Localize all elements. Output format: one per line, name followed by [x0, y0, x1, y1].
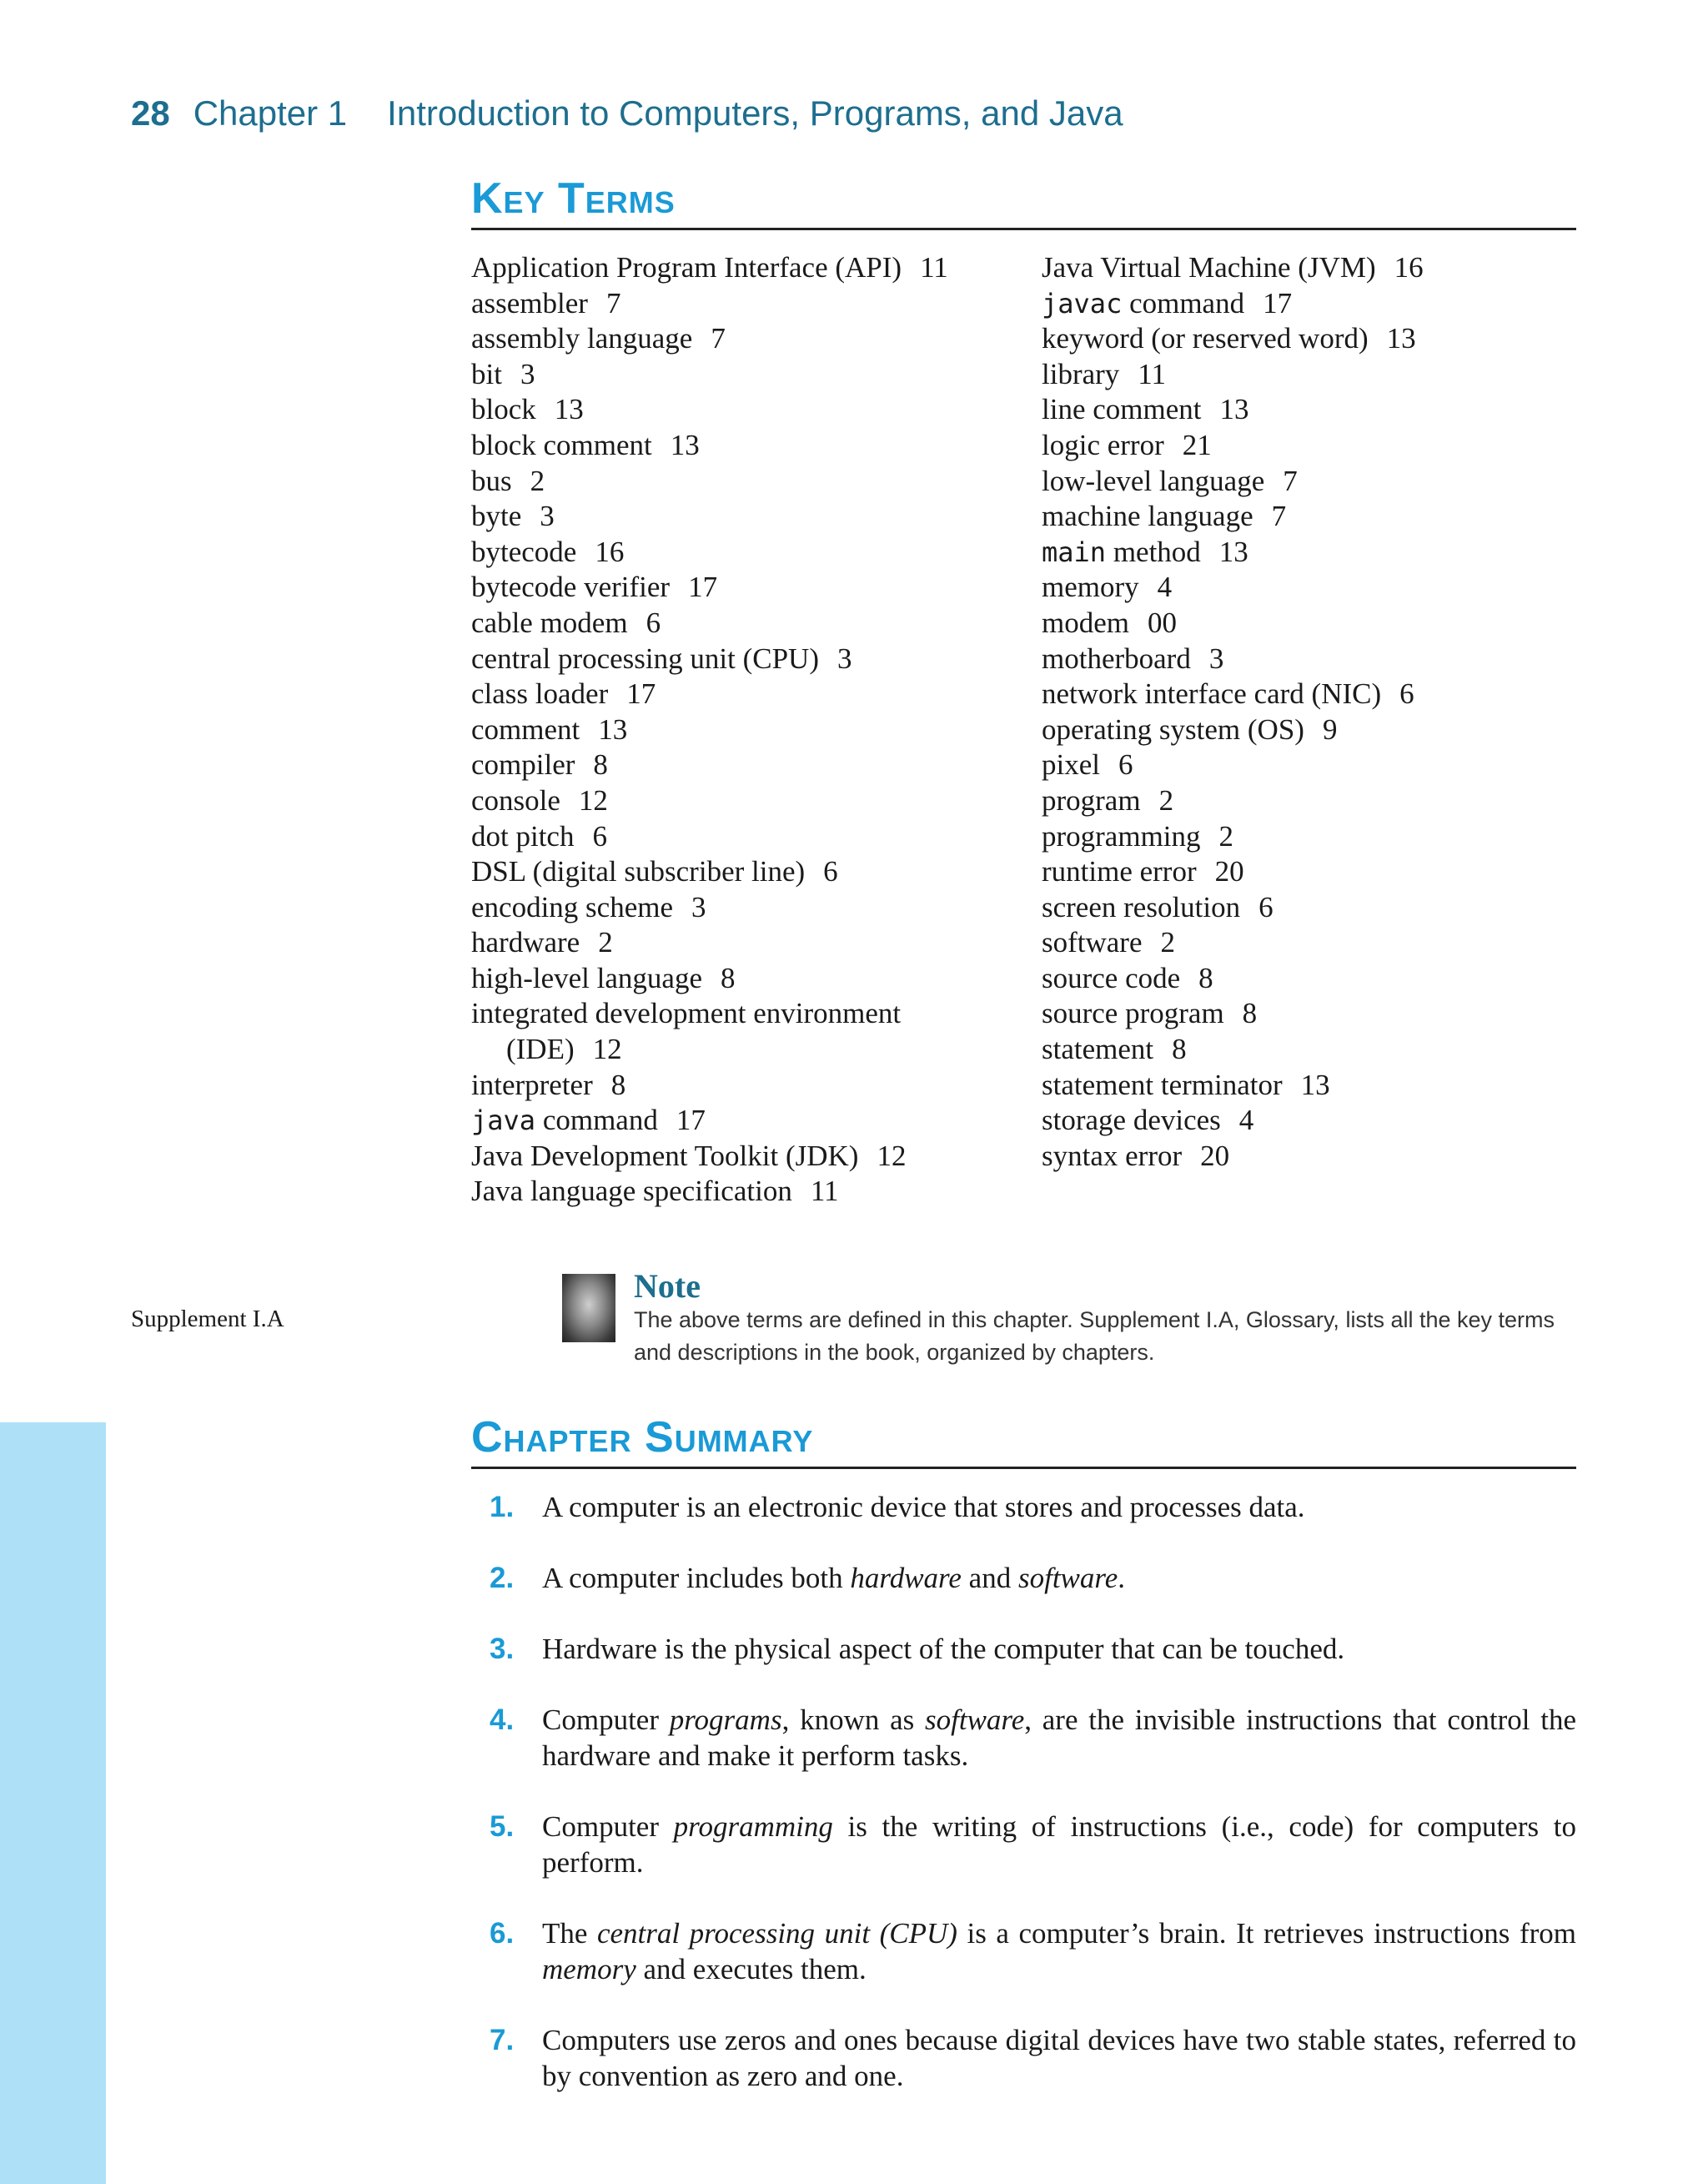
key-term: [1042, 464, 1575, 500]
key-term-text: block comment: [471, 428, 652, 461]
note-title: Note: [634, 1267, 701, 1305]
key-term-page: 11: [920, 251, 948, 284]
key-term-page: 20: [1214, 855, 1244, 888]
key-term-text: statement terminator: [1042, 1068, 1283, 1101]
key-term-page: 2: [1158, 783, 1174, 817]
key-term-text: interpreter: [471, 1068, 593, 1101]
key-term: [471, 1103, 1005, 1139]
key-term-code: main: [1042, 536, 1107, 568]
summary-item-text: software: [1017, 1562, 1118, 1594]
summary-item: [471, 1489, 1576, 1525]
key-term: [1042, 925, 1575, 961]
summary-item-text: memory: [542, 1953, 636, 1985]
summary-item-text: The: [542, 1917, 597, 1950]
summary-item-text: A computer includes both: [542, 1562, 851, 1594]
summary-list: [471, 1489, 1576, 2129]
key-term-page: 6: [1118, 748, 1133, 782]
key-term-text: cable modem: [471, 606, 628, 639]
key-term: [471, 747, 1005, 783]
summary-item: [471, 1809, 1576, 1880]
key-term-text: low-level language: [1042, 464, 1265, 497]
summary-item-text: Computer: [542, 1810, 674, 1843]
key-term-text: line comment: [1042, 393, 1202, 426]
key-term: [1042, 606, 1575, 642]
key-term-page: 17: [1263, 286, 1293, 320]
key-term-page: 13: [1218, 535, 1248, 568]
key-term-text: motherboard: [1042, 642, 1191, 675]
key-term-text: logic error: [1042, 428, 1164, 461]
summary-item-text: programs: [669, 1703, 782, 1736]
key-term: [1042, 1032, 1575, 1068]
key-term-text: library: [1042, 357, 1120, 390]
key-terms-heading: Key Terms: [471, 175, 1576, 230]
key-term-page: 12: [592, 1033, 622, 1066]
key-term-page: 13: [670, 428, 700, 461]
key-term-page: 21: [1182, 428, 1212, 461]
key-term-page: 4: [1238, 1104, 1254, 1137]
key-term: [471, 321, 1005, 357]
key-term: [1042, 642, 1575, 677]
side-color-bar: [0, 1422, 106, 2184]
summary-item-number: 6.: [490, 1917, 515, 1950]
key-term-text: syntax error: [1042, 1139, 1183, 1172]
key-term: [471, 250, 1005, 286]
key-term-text: pixel: [1042, 748, 1100, 782]
key-term-page: 6: [592, 819, 607, 853]
summary-item: [471, 2022, 1576, 2094]
key-term: [471, 1032, 1005, 1068]
summary-item-text: , are the invisible instructions that control the hardware and make it perform tasks.: [542, 1703, 1576, 1772]
summary-item-number: 7.: [490, 2024, 515, 2056]
key-term-text: Java Development Toolkit (JDK): [471, 1139, 859, 1172]
summary-item-text: Computers use zeros and ones because digital devices have two stable states, referred to by convention as zero and one.: [542, 2024, 1576, 2092]
key-term-page: 13: [1386, 322, 1416, 355]
summary-item-text: .: [1118, 1562, 1125, 1594]
key-term: [471, 1139, 1005, 1175]
key-term: [471, 392, 1005, 428]
key-term-text: dot pitch: [471, 819, 575, 853]
chapter-summary-heading: Chapter Summary: [471, 1414, 1576, 1469]
key-term: [471, 606, 1005, 642]
key-term: [1042, 499, 1575, 535]
key-term-text: method: [1106, 535, 1201, 568]
key-term: [471, 854, 1005, 890]
key-term-text: central processing unit (CPU): [471, 642, 819, 675]
summary-item-number: 3.: [490, 1633, 515, 1665]
key-term: [1042, 570, 1575, 606]
key-term-page: 11: [810, 1175, 839, 1208]
key-term-page: 12: [877, 1139, 907, 1172]
margin-note: Supplement I.A: [131, 1306, 284, 1332]
summary-item: [471, 1702, 1576, 1774]
key-term-text: operating system (OS): [1042, 712, 1304, 746]
key-term-text: screen resolution: [1042, 890, 1241, 923]
key-term-text: runtime error: [1042, 855, 1197, 888]
key-term-text: keyword (or reserved word): [1042, 322, 1369, 355]
running-head: [131, 93, 1123, 133]
key-term: [471, 464, 1005, 500]
key-term: [1042, 1139, 1575, 1175]
key-term-text: (IDE): [506, 1033, 575, 1066]
key-term-code: java: [471, 1105, 536, 1137]
key-term-page: 8: [610, 1068, 626, 1101]
key-term-text: bit: [471, 357, 502, 390]
key-term-text: high-level language: [471, 961, 702, 994]
summary-item-text: is the writing of instructions (i.e., code) for computers to perform.: [542, 1810, 1576, 1879]
chapter-title: Introduction to Computers, Programs, and Java: [387, 93, 1123, 133]
key-term: [471, 677, 1005, 712]
key-term-page: 3: [540, 500, 555, 533]
key-term-text: Java Virtual Machine (JVM): [1042, 251, 1376, 284]
key-term-page: 8: [720, 961, 736, 994]
key-term: [471, 642, 1005, 677]
key-term-text: compiler: [471, 748, 575, 782]
key-terms-right-column: [1042, 250, 1575, 1174]
key-term-page: 2: [598, 926, 613, 959]
key-term-text: programming: [1042, 819, 1201, 853]
key-term-page: 8: [1198, 961, 1213, 994]
key-term-page: 6: [646, 606, 661, 639]
key-term-text: assembly language: [471, 322, 693, 355]
key-term-text: program: [1042, 783, 1141, 817]
key-term: [1042, 783, 1575, 819]
key-term-text: comment: [471, 712, 580, 746]
key-term-text: network interface card (NIC): [1042, 677, 1382, 711]
key-term-page: 8: [1242, 997, 1258, 1030]
key-term: [471, 996, 1005, 1032]
key-term-text: encoding scheme: [471, 890, 673, 923]
summary-item-text: programming: [673, 1810, 833, 1843]
key-term: [1042, 428, 1575, 464]
key-term: [1042, 747, 1575, 783]
key-term-page: 3: [691, 890, 706, 923]
key-term: [471, 1068, 1005, 1104]
key-term: [1042, 535, 1575, 571]
key-term-page: 17: [676, 1104, 706, 1137]
key-term-text: statement: [1042, 1033, 1154, 1066]
key-term: [1042, 321, 1575, 357]
summary-item-text: is a computer’s brain. It retrieves instructions from: [957, 1917, 1576, 1950]
key-term: [1042, 961, 1575, 997]
key-term-page: 2: [530, 464, 545, 497]
summary-item-text: hardware: [850, 1562, 962, 1594]
key-term-page: 4: [1157, 571, 1173, 604]
key-term-page: 13: [1219, 393, 1249, 426]
key-term: [1042, 1068, 1575, 1104]
key-term: [471, 570, 1005, 606]
page-number: 28: [131, 93, 170, 133]
key-term-page: 3: [837, 642, 852, 675]
key-term-text: class loader: [471, 677, 609, 711]
key-term-page: 13: [554, 393, 584, 426]
summary-item-text: software: [925, 1703, 1025, 1736]
key-term: [471, 428, 1005, 464]
key-term-text: bytecode verifier: [471, 571, 671, 604]
key-term: [1042, 712, 1575, 748]
key-term-text: block: [471, 393, 536, 426]
key-term-text: byte: [471, 500, 522, 533]
key-term-page: 7: [1283, 464, 1298, 497]
summary-item-text: Hardware is the physical aspect of the computer that can be touched.: [542, 1633, 1345, 1665]
key-term-page: 3: [520, 357, 535, 390]
key-term-page: 6: [823, 855, 838, 888]
key-term-page: 6: [1399, 677, 1414, 711]
summary-item-text: and executes them.: [635, 1953, 867, 1985]
summary-item: [471, 1915, 1576, 1987]
key-term-page: 8: [593, 748, 608, 782]
key-term-text: bytecode: [471, 535, 577, 568]
key-term: [1042, 890, 1575, 926]
summary-item-number: 1.: [490, 1491, 515, 1523]
key-term: [471, 499, 1005, 535]
key-term-page: 9: [1322, 712, 1338, 746]
key-term-text: assembler: [471, 286, 588, 320]
key-term-page: 7: [711, 322, 726, 355]
key-term-text: command: [535, 1104, 658, 1137]
key-term-text: Java language specification: [471, 1175, 792, 1208]
key-terms-left-column: [471, 250, 1005, 1210]
key-term: [471, 535, 1005, 571]
key-term: [1042, 250, 1575, 286]
key-term-text: command: [1122, 286, 1245, 320]
key-term-page: 7: [605, 286, 621, 320]
key-term-page: 00: [1147, 606, 1177, 639]
summary-item-text: and: [961, 1562, 1018, 1594]
key-term-text: console: [471, 783, 560, 817]
key-term: [471, 961, 1005, 997]
summary-item-text: , known as: [781, 1703, 925, 1736]
key-term-page: 8: [1172, 1033, 1187, 1066]
key-term: [1042, 286, 1575, 322]
key-term-text: source code: [1042, 961, 1181, 994]
summary-item: [471, 1560, 1576, 1596]
key-term: [471, 890, 1005, 926]
key-term: [1042, 819, 1575, 855]
chapter-label: Chapter 1: [193, 93, 348, 133]
key-term-text: machine language: [1042, 500, 1253, 533]
key-term-page: 2: [1218, 819, 1234, 853]
summary-item-number: 5.: [490, 1810, 515, 1843]
key-term-page: 6: [1258, 890, 1273, 923]
key-term: [1042, 357, 1575, 393]
key-term: [1042, 392, 1575, 428]
key-term: [471, 712, 1005, 748]
key-term: [1042, 1103, 1575, 1139]
key-term-page: 17: [688, 571, 718, 604]
key-term-text: bus: [471, 464, 512, 497]
key-term-page: 16: [1394, 251, 1424, 284]
key-term-text: DSL (digital subscriber line): [471, 855, 806, 888]
key-term-page: 16: [595, 535, 625, 568]
summary-item-number: 4.: [490, 1703, 515, 1736]
key-term: [471, 925, 1005, 961]
key-term-text: storage devices: [1042, 1104, 1221, 1137]
key-term: [1042, 854, 1575, 890]
key-term-text: modem: [1042, 606, 1129, 639]
key-term-page: 3: [1208, 642, 1224, 675]
key-term: [471, 819, 1005, 855]
key-term-text: integrated development environment: [471, 997, 902, 1030]
key-term: [471, 783, 1005, 819]
key-term-page: 12: [578, 783, 608, 817]
key-term-page: 2: [1160, 926, 1176, 959]
summary-item-number: 2.: [490, 1562, 515, 1594]
key-term-code: javac: [1042, 287, 1123, 320]
key-term-page: 13: [1300, 1068, 1330, 1101]
note-icon: [562, 1274, 615, 1342]
key-term: [1042, 677, 1575, 712]
key-term-text: source program: [1042, 997, 1224, 1030]
key-term: [471, 357, 1005, 393]
key-term-text: memory: [1042, 571, 1139, 604]
key-term-text: hardware: [471, 926, 580, 959]
key-term-page: 20: [1200, 1139, 1230, 1172]
key-term: [471, 286, 1005, 322]
summary-item-text: Computer: [542, 1703, 670, 1736]
summary-item-text: central processing unit (CPU): [596, 1917, 957, 1950]
summary-item: [471, 1631, 1576, 1667]
key-term-page: 17: [626, 677, 656, 711]
key-term: [471, 1174, 1005, 1210]
key-term-page: 7: [1271, 500, 1287, 533]
key-term-page: 13: [598, 712, 628, 746]
key-term-text: software: [1042, 926, 1143, 959]
key-term: [1042, 996, 1575, 1032]
note-text: The above terms are defined in this chapter. Supplement I.A, Glossary, lists all the key terms and descriptions in the book, organized by chapters.: [634, 1307, 1555, 1365]
key-term-text: Application Program Interface (API): [471, 251, 902, 284]
summary-item-text: A computer is an electronic device that stores and processes data.: [542, 1491, 1305, 1523]
key-term-page: 11: [1138, 357, 1166, 390]
